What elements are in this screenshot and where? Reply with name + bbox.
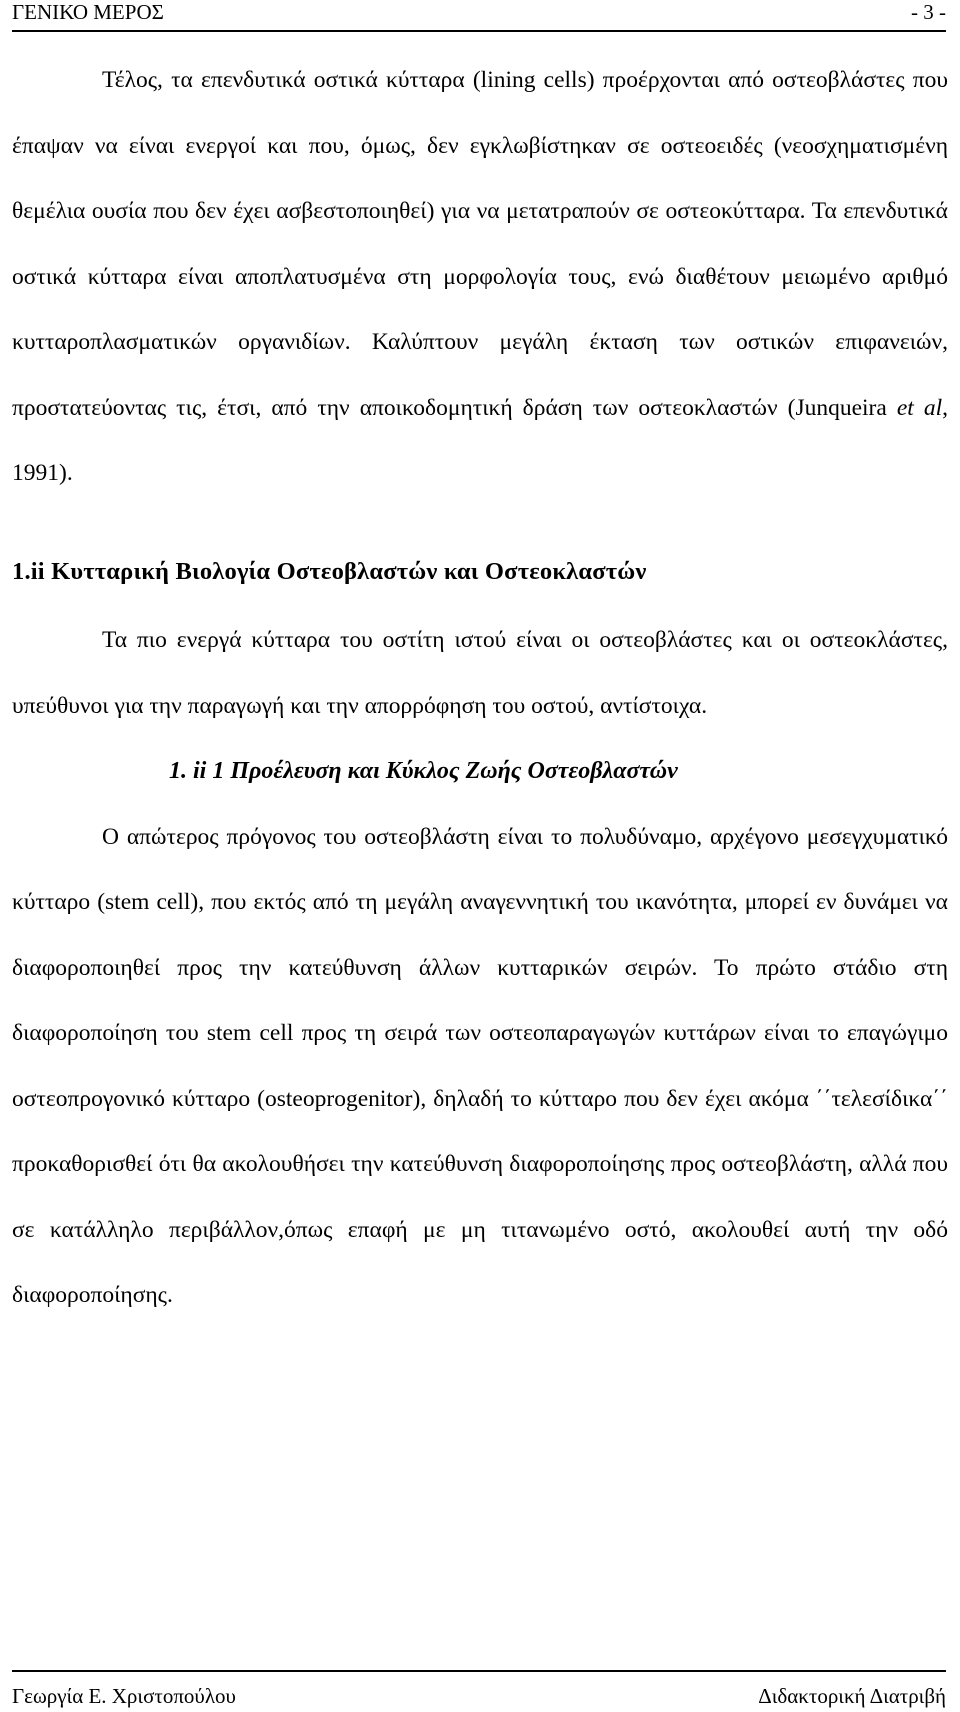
citation-et-al: et al	[896, 394, 943, 421]
page-header	[12, 0, 946, 32]
subsection-heading-osteoblast-origin: 1. ii 1 Προέλευση και Κύκλος Ζωής Οστεοβλαστών	[169, 758, 678, 784]
header-section-title: ΓΕΝΙΚΟ ΜΕΡΟΣ	[12, 0, 164, 24]
paragraph-lining-cells	[12, 48, 948, 507]
header-page-number: - 3 -	[911, 0, 946, 24]
footer-document-type: Διδακτορική Διατριβή	[758, 1684, 946, 1708]
page-body	[12, 48, 948, 1329]
page-footer	[12, 1670, 946, 1712]
paragraph-active-cells: Τα πιο ενεργά κύτταρα του οστίτη ιστού είναι οι οστεοβλάστες και οι οστεοκλάστες, υπεύθυνοι για την παραγωγή και την απορρόφηση του οστού, αντίστοιχα.	[12, 627, 948, 719]
paragraph-osteoblast-origin: Ο απώτερος πρόγονος του οστεοβλάστη είναι το πολυδύναμο, αρχέγονο μεσεγχυματικό κύτταρο (stem cell), που εκτός από τη μεγάλη αναγεννητική του ικανότητα, μπορεί εν δυνάμει να διαφοροποιηθεί προς την κατεύθυνση άλλων κυτταρικών σειρών. Το πρώτο στάδιο στη διαφοροποίηση του stem cell προς τη σειρά των οστεοπαραγωγών κυττάρων είναι το επαγώγιμο οστεοπρογονικό κύτταρο (osteoprogenitor), δηλαδή το κύτταρο που δεν έχει ακόμα ΄΄τελεσίδικα΄΄ προκαθορισθεί ότι θα ακολουθήσει την κατεύθυνση διαφοροποίησης προς οστεοβλάστη, αλλά που σε κατάλληλο περιβάλλον,όπως επαφή με μη τιτανωμένο οστό, ακολουθεί αυτή την οδό διαφοροποίησης.	[12, 823, 948, 1308]
paragraph-lining-cells-text-a: Τέλος, τα επενδυτικά οστικά κύτταρα (lining cells) προέρχονται από οστεοβλάστες που έπαψαν να είναι ενεργοί και που, όμως, δεν εγκλωβίστηκαν σε οστεοειδές (νεοσχηματισμένη θεμέλια ουσία που δεν έχει ασβεστοποιηθεί) για να μετατραπούν σε οστεοκύτταρα. Τα επενδυτικά οστικά κύτταρα είναι αποπλατυσμένα στη μορφολογία τους, ενώ διαθέτουν μειωμένο αριθμό κυτταροπλασματικών οργανιδίων. Καλύπτουν μεγάλη έκταση των οστικών επιφανειών, προστατεύοντας τις, έτσι, από την αποικοδομητική δράση των οστεοκλαστών (Junqueira	[12, 67, 948, 421]
footer-author: Γεωργία Ε. Χριστοπούλου	[12, 1684, 236, 1708]
section-heading-cell-biology: 1.ii Κυτταρική Βιολογία Οστεοβλαστών και Οστεοκλαστών	[12, 557, 647, 585]
paragraph-lining-cells-text-b: , 1991).	[12, 394, 948, 486]
